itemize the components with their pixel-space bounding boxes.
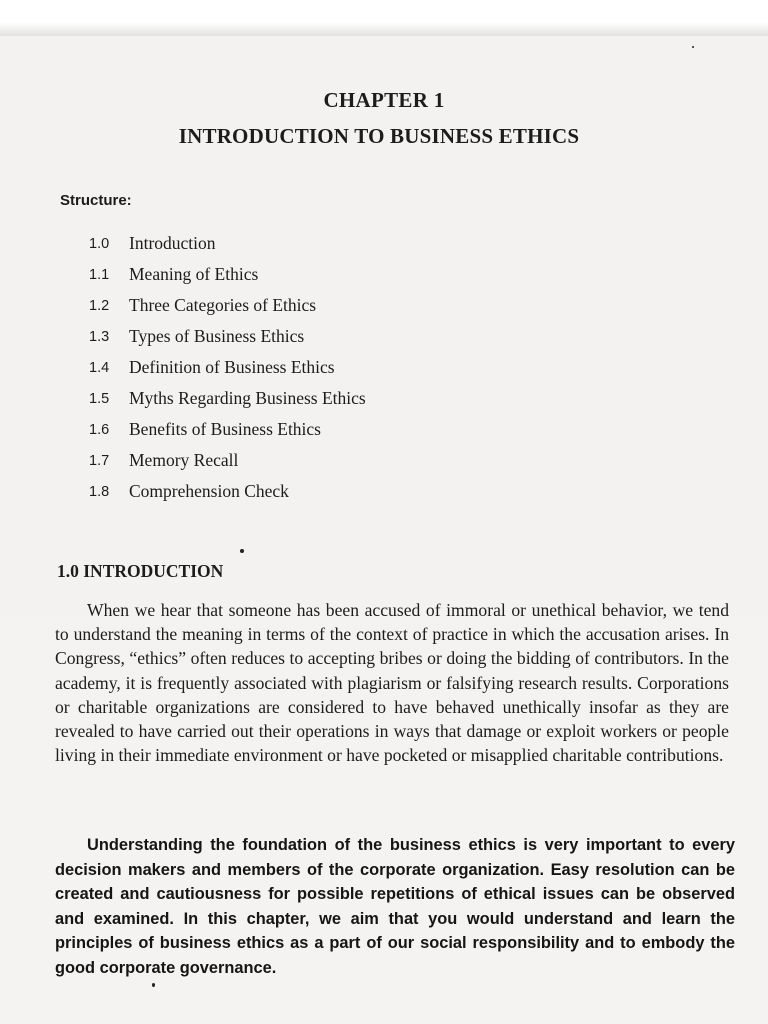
chapter-title: INTRODUCTION TO BUSINESS ETHICS — [178, 124, 580, 148]
body-paragraph: When we hear that someone has been accused of immoral or unethical behavior, we tend to understand the meaning in terms of the context of practice in which the accusation arises. In Congress, “ethics” often reduces to accepting bribes or doing the bidding of contributors. In the academy, it is frequently associated with plagiarism or falsifying research results. Corporations or charitable organizations are considered to have behaved unethically insofar as they are revealed to have carried out their operations in ways that damage or exploit workers or people living in their immediate environment or have pocketed or misapplied charitable contributions. — [55, 600, 729, 766]
structure-item-label: Benefits of Business Ethics — [129, 419, 321, 439]
structure-item-label: Myths Regarding Business Ethics — [129, 388, 366, 408]
body-paragraph: Understanding the foundation of the business ethics is very important to every decision makers and members of the corporate organization. Easy resolution can be created and cautiousness for possible repetitions of ethical issues can be observed and examined. In this chapter, we aim that you would understand and learn the principles of business ethics as a part of our social responsibility and to embody the good corporate governance. — [55, 836, 735, 977]
structure-item-label: Types of Business Ethics — [129, 326, 305, 346]
structure-item — [89, 228, 366, 259]
structure-item-number: 1.4 — [89, 359, 110, 376]
structure-item-number: 1.7 — [89, 452, 110, 469]
section-heading-introduction: 1.0 INTRODUCTION — [57, 561, 224, 581]
structure-item — [89, 259, 366, 290]
structure-item-label: Meaning of Ethics — [129, 264, 259, 284]
structure-item-number: 1.6 — [89, 421, 110, 438]
structure-item — [89, 445, 366, 476]
structure-item — [89, 321, 366, 352]
structure-item — [89, 352, 366, 383]
structure-item-number: 1.1 — [89, 266, 110, 283]
structure-item-label: Definition of Business Ethics — [129, 357, 335, 377]
print-speck — [240, 549, 244, 553]
structure-item-label: Comprehension Check — [129, 481, 289, 501]
chapter-number: CHAPTER 1 — [323, 88, 445, 112]
structure-item-number: 1.0 — [89, 235, 110, 252]
structure-item — [89, 414, 366, 445]
structure-item-label: Memory Recall — [129, 450, 239, 470]
structure-item-number: 1.2 — [89, 297, 110, 314]
structure-item — [89, 476, 366, 507]
structure-item-label: Introduction — [129, 233, 216, 253]
structure-item-number: 1.8 — [89, 483, 110, 500]
structure-item — [89, 383, 366, 414]
print-speck — [692, 46, 694, 48]
structure-item-number: 1.3 — [89, 328, 110, 345]
structure-item — [89, 290, 366, 321]
page-top-edge — [0, 0, 768, 36]
structure-item-label: Three Categories of Ethics — [129, 295, 317, 315]
structure-label: Structure: — [60, 192, 132, 209]
structure-list — [89, 228, 366, 507]
print-speck — [152, 983, 155, 987]
structure-item-number: 1.5 — [89, 390, 110, 407]
